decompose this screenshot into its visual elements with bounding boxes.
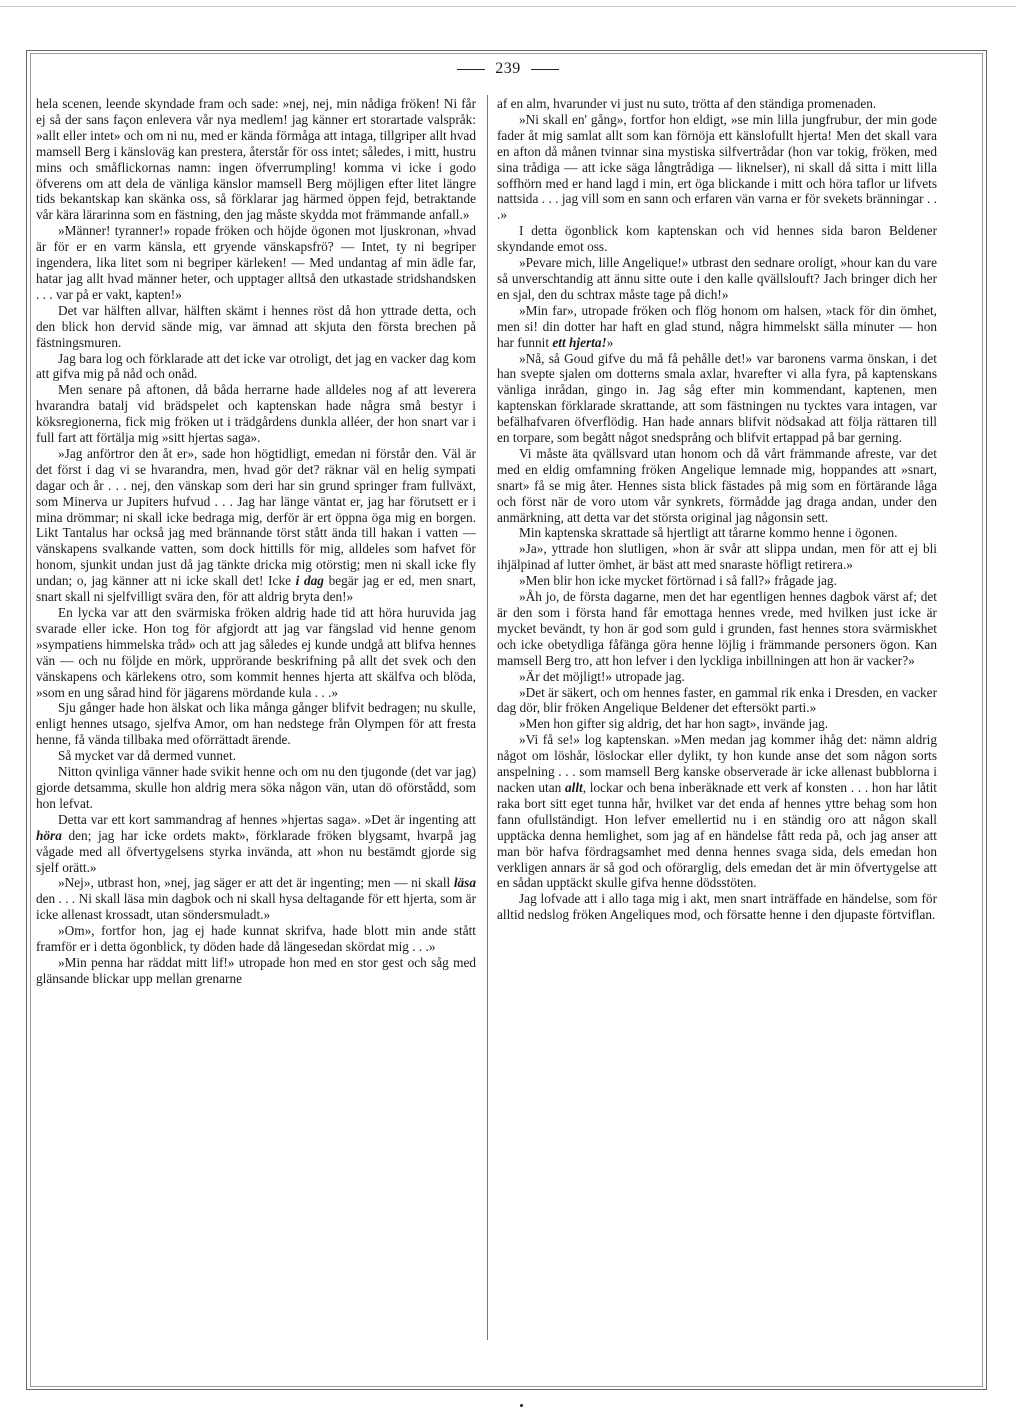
paragraph: »Om», fortfor hon, jag ej hade kunnat skrifva, hade blott min ande stått framför er i detta ögonblick, ty döden hade då längesedan skördat mig . . .» (36, 923, 476, 955)
paragraph: »Men hon gifter sig aldrig, det har hon sagt», invände jag. (519, 716, 829, 732)
paragraph: »Männer! tyranner!» ropade fröken och höjde ögonen mot ljuskronan, »hvad är för er en varm känsla, ett gryende vänskapsfrö? — Intet, ty ni begriper ingendera, lika litet som ni begriper kärleken! — Med undantag af min ädle far, hatar jag allt hvad männer heter, och upptager alltså den utkastade stridshandsken . . . var på er vakt, kapten!» (36, 223, 476, 302)
header-dash-right (531, 69, 559, 70)
scan-edge-line (0, 6, 1016, 7)
paragraph: »Det är säkert, och om hennes faster, en gammal rik enka i Dresden, en vacker dag dör, blir fröken Angelique Beldener det eftersökt parti.» (497, 684, 937, 716)
paragraph: »Pevare mich, lille Angelique!» utbrast den sednare oroligt, »hour kan du vare så unverschtandig att ännu sitte oute i den kalle qvällslouft? Jach bringer dich her en sjal, den du schtrax måste tage på dich!» (497, 255, 937, 302)
paragraph: af en alm, hvarunder vi just nu suto, trötta af den ständiga promenaden. (497, 96, 877, 111)
paragraph: »Min penna har räddat mitt lif!» utropade hon med en stor gest och såg med glänsande blickar upp mellan grenarne (36, 954, 476, 986)
right-column (497, 96, 937, 923)
paragraph: »Ja», yttrade hon slutligen, »hon är svår att slippa undan, men för att ej bli ihjälpinad af lutter ömhet, är bäst att med snaraste höfligt retirera.» (497, 541, 937, 573)
paragraph: Detta var ett kort sammandrag af hennes »hjertas saga». »Det är ingenting att höra den; jag har icke ordets makt», förklarade fröken blygsamt, hvarpå jag vågade med all öfvertygelsens styrka invända, att »hon nu bestämdt gjorde sig sjelf orätt.» (36, 811, 476, 875)
paragraph: »Men blir hon icke mycket förtörnad i så fall?» frågade jag. (519, 573, 837, 589)
page-number: 239 (495, 60, 521, 77)
left-column (36, 96, 476, 987)
paragraph: Min kaptenska skrattade så hjertligt att tårarne kommo henne i ögonen. (519, 525, 898, 541)
paragraph: »Ni skall en' gång», fortfor hon eldigt, »se min lilla jungfrubur, der min gode fader åt mig samlat allt som kan förnöja ett känslofullt hjerta! Men det skall vara en afton då månen tvinnar sina mystiska silfvertrådar (hon var tokig, fröken, med sina trådiga — att icke säga långtrådiga — liknelser), ni skall då sitta i mitt lilla soffhörn med er hand lagd i min, ert öga blickande i mitt och höra taflor ur lifvets nattsida . . . jag vill som en sann och erfaren vän varna er för svekets bränningar . . .» (497, 111, 937, 223)
paragraph: Vi måste äta qvällsvard utan honom och då vårt främmande afreste, var det med en eldig omfamning fröken Angelique lemnade mig, hoppandes att »snart, snart» få se mig åter. Hennes sista blick fästades på mig som en förtärande låga och först när de voro utom vår synkrets, förmådde jag draga andan, under den anmärkning, att detta var det största original jag någonsin sett. (497, 445, 937, 525)
page-header (0, 60, 1016, 78)
paragraph: Men senare på aftonen, då båda herrarne hade alldeles nog af att leverera hvarandra batalj vid brädspelet och kaptenskan hade några små bestyr i köksregionerna, fick mig fröken ut i trädgårdens dunkla alléer, der hon snart var i full fart att förtälja mig »sitt hjertas saga». (36, 382, 476, 446)
paragraph: Det var hälften allvar, hälften skämt i hennes röst då hon yttrade detta, och den blick hon dervid sände mig, var ämnad att skjuta den första brechen på fästningsmuren. (36, 302, 476, 350)
header-dash-left (457, 69, 485, 70)
paragraph: I detta ögonblick kom kaptenskan och vid hennes sida baron Beldener skyndande emot oss. (497, 223, 937, 255)
paragraph: »Nå, så Goud gifve du må få pehålle det!» var baronens varma önskan, i det han svepte sjalen om dotterns smala axlar, hvarefter vi alla fyra, på kaptenskans vänliga inrådan, gingo in. Jag såg efter min kommendant, kaptenen, men kaptenskan förklarade skrattande, att som fästningen nu tycktes vara intagen, var befälhafvaren öfverflödig. Han hade annars blifvit nödsakad att följa rättaren till en torpare, som begått något snedsprång och blifvit ertappad på bar gerning. (497, 350, 937, 446)
paragraph: Jag bara log och förklarade att det icke var otroligt, det jag en vacker dag kom att gifva mig på nåd och onåd. (36, 350, 476, 382)
paragraph: Så mycket var då dermed vunnet. (58, 748, 236, 764)
paragraph: »Åh jo, de första dagarne, men det har egentligen hennes dagbok värst af; det är den som i första hand får emottaga hennes vrede, med hvilken just icke är mycket bevändt, ty hon är god som guld i grunden, fast hennes stora svärmiskhet och icke obetydliga fåfänga göra henne löjlig i främmande personers ögon. Kan mamsell Berg tro, att hon lefver i den lyckliga inbillningen att hon är vacker?» (497, 589, 937, 668)
paragraph: Jag lofvade att i allo taga mig i akt, men snart inträffade en händelse, som för alltid nedslog fröken Angeliques mod, och försatte henne i den djupaste förtviflan. (497, 891, 937, 923)
paragraph: »Vi få se!» log kaptenskan. »Men medan jag kommer ihåg det: nämn aldrig något om löshår, löslockar eller dylikt, ty hon kunde anse det som någon sorts anspelning . . . som mamsell Berg kanske observerade är icke allenast bubblorna i nacken utan allt, lockar och bena inberäknade ett verk af konsten . . . hon har låtit raka bort sitt eget tunna hår, hvilket var det enda af hennes yttre behag som hon fann ofullständigt. Hon lefver emellertid nu i en ständig oro att någon skall upptäcka denna hemlighet, som jag af en händelse fått reda på, och jag anser att man bör hafva fördragsamhet med denna hennes svaga sida, dels emedan hon verkligen annars är så god och oförarglig, dels emedan det är min öfvertygelse att en sådan upptäckt skulle gifva henne dödsstöten. (497, 732, 937, 891)
paragraph: »Jag anförtror den åt er», sade hon högtidligt, emedan ni förstår den. Väl är det först i dag vi se hvarandra, men, hvad gör det? räknar väl en helig sympati dagar och år . . . nej, den vänskap som deri har sin grund springer fram fullväxt, som Minerva ur Jupiters hufvud . . . Jag har länge väntat er, jag har förutsett er i mina drömmar; ni skall icke bedraga mig, derför är ert öppna öga mig en borgen. Likt Tantalus har också jag med brännande törst stått ända till hakan i vatten — vänskapens svalkande vatten, som dock hittills för mig, alldeles som hafvet för honom, sjunkit undan just då jag tänkte dricka mig otörstig; men ni skall icke fly undan; o, jag känner att ni icke skall det! Icke i dag begär jag er ed, men snart, snart skall ni sjelfvilligt svära den, för att aldrig bryta den!» (36, 445, 476, 605)
column-divider (487, 95, 488, 1340)
paragraph: Sju gånger hade hon älskat och lika många gånger blifvit bedragen; nu skulle, enligt hennes utsago, sjelfva Amor, om han nedstege från Olympen för att fresta henne, få vända tillbaka med oförrättadt ärende. (36, 700, 476, 748)
paragraph: En lycka var att den svärmiska fröken aldrig hade tid att höra huruvida jag svarade eller icke. Hon tog för afgjordt att jag var fängslad vid henne genom »sympatiens himmelska tråd» och att jag således ej kunde undgå att blifva hennes vän — och nu följde en mörk, upprörande beskrifning på allt det svek och den vänskapens och kärlekens otro, som kommit hennes hjerta att skälfva och blöda, »som en ung sårad hind för jägarens mördande kula . . .» (36, 605, 476, 700)
paragraph: »Är det möjligt!» utropade jag. (519, 668, 685, 684)
paragraph: Nitton qvinliga vänner hade svikit henne och om nu den tjugonde (det var jag) gjorde detsamma, skulle hon aldrig mera söka någon vän, utan dö oförstådd, som hon lefvat. (36, 764, 476, 811)
paragraph: »Min far», utropade fröken och flög honom om halsen, »tack för din ömhet, men si! din dotter har haft en glad stund, några himmelskt sälla minuter — hon har funnit ett hjerta!» (497, 302, 937, 350)
paragraph: »Nej», utbrast hon, »nej, jag säger er att det är ingenting; men — ni skall läsa den . . . Ni skall läsa min dagbok och ni skall hysa deltagande för ett hjerta, som är icke allenast krossadt, utan söndersmuladt.» (36, 875, 476, 923)
ink-dot (520, 1404, 523, 1407)
paragraph: hela scenen, leende skyndade fram och sade: »nej, nej, min nådiga fröken! Ni får ej så der sans façon enlevera vår nya medlem! jag känner ert storartade valspråk: »allt eller intet» och om ni nu, med er kända förmåga att intaga, tillgriper allt hvad mamsell Berg i känsloväg kan prestera, återstår för oss intet; således, i mitt, hustru mins och småflickornas namn: ingen öfverrumpling! komma vi icke i godo öfverens om att dela de vänliga känslor mamsell Berg möjligen efter litet längre tids bekantskap kan skänka oss, så förklarar jag härmed öppen fejd, betraktande vår kära lärarinna som en fästning, den jag måste skydda mot främmande anfall.» (36, 96, 476, 223)
